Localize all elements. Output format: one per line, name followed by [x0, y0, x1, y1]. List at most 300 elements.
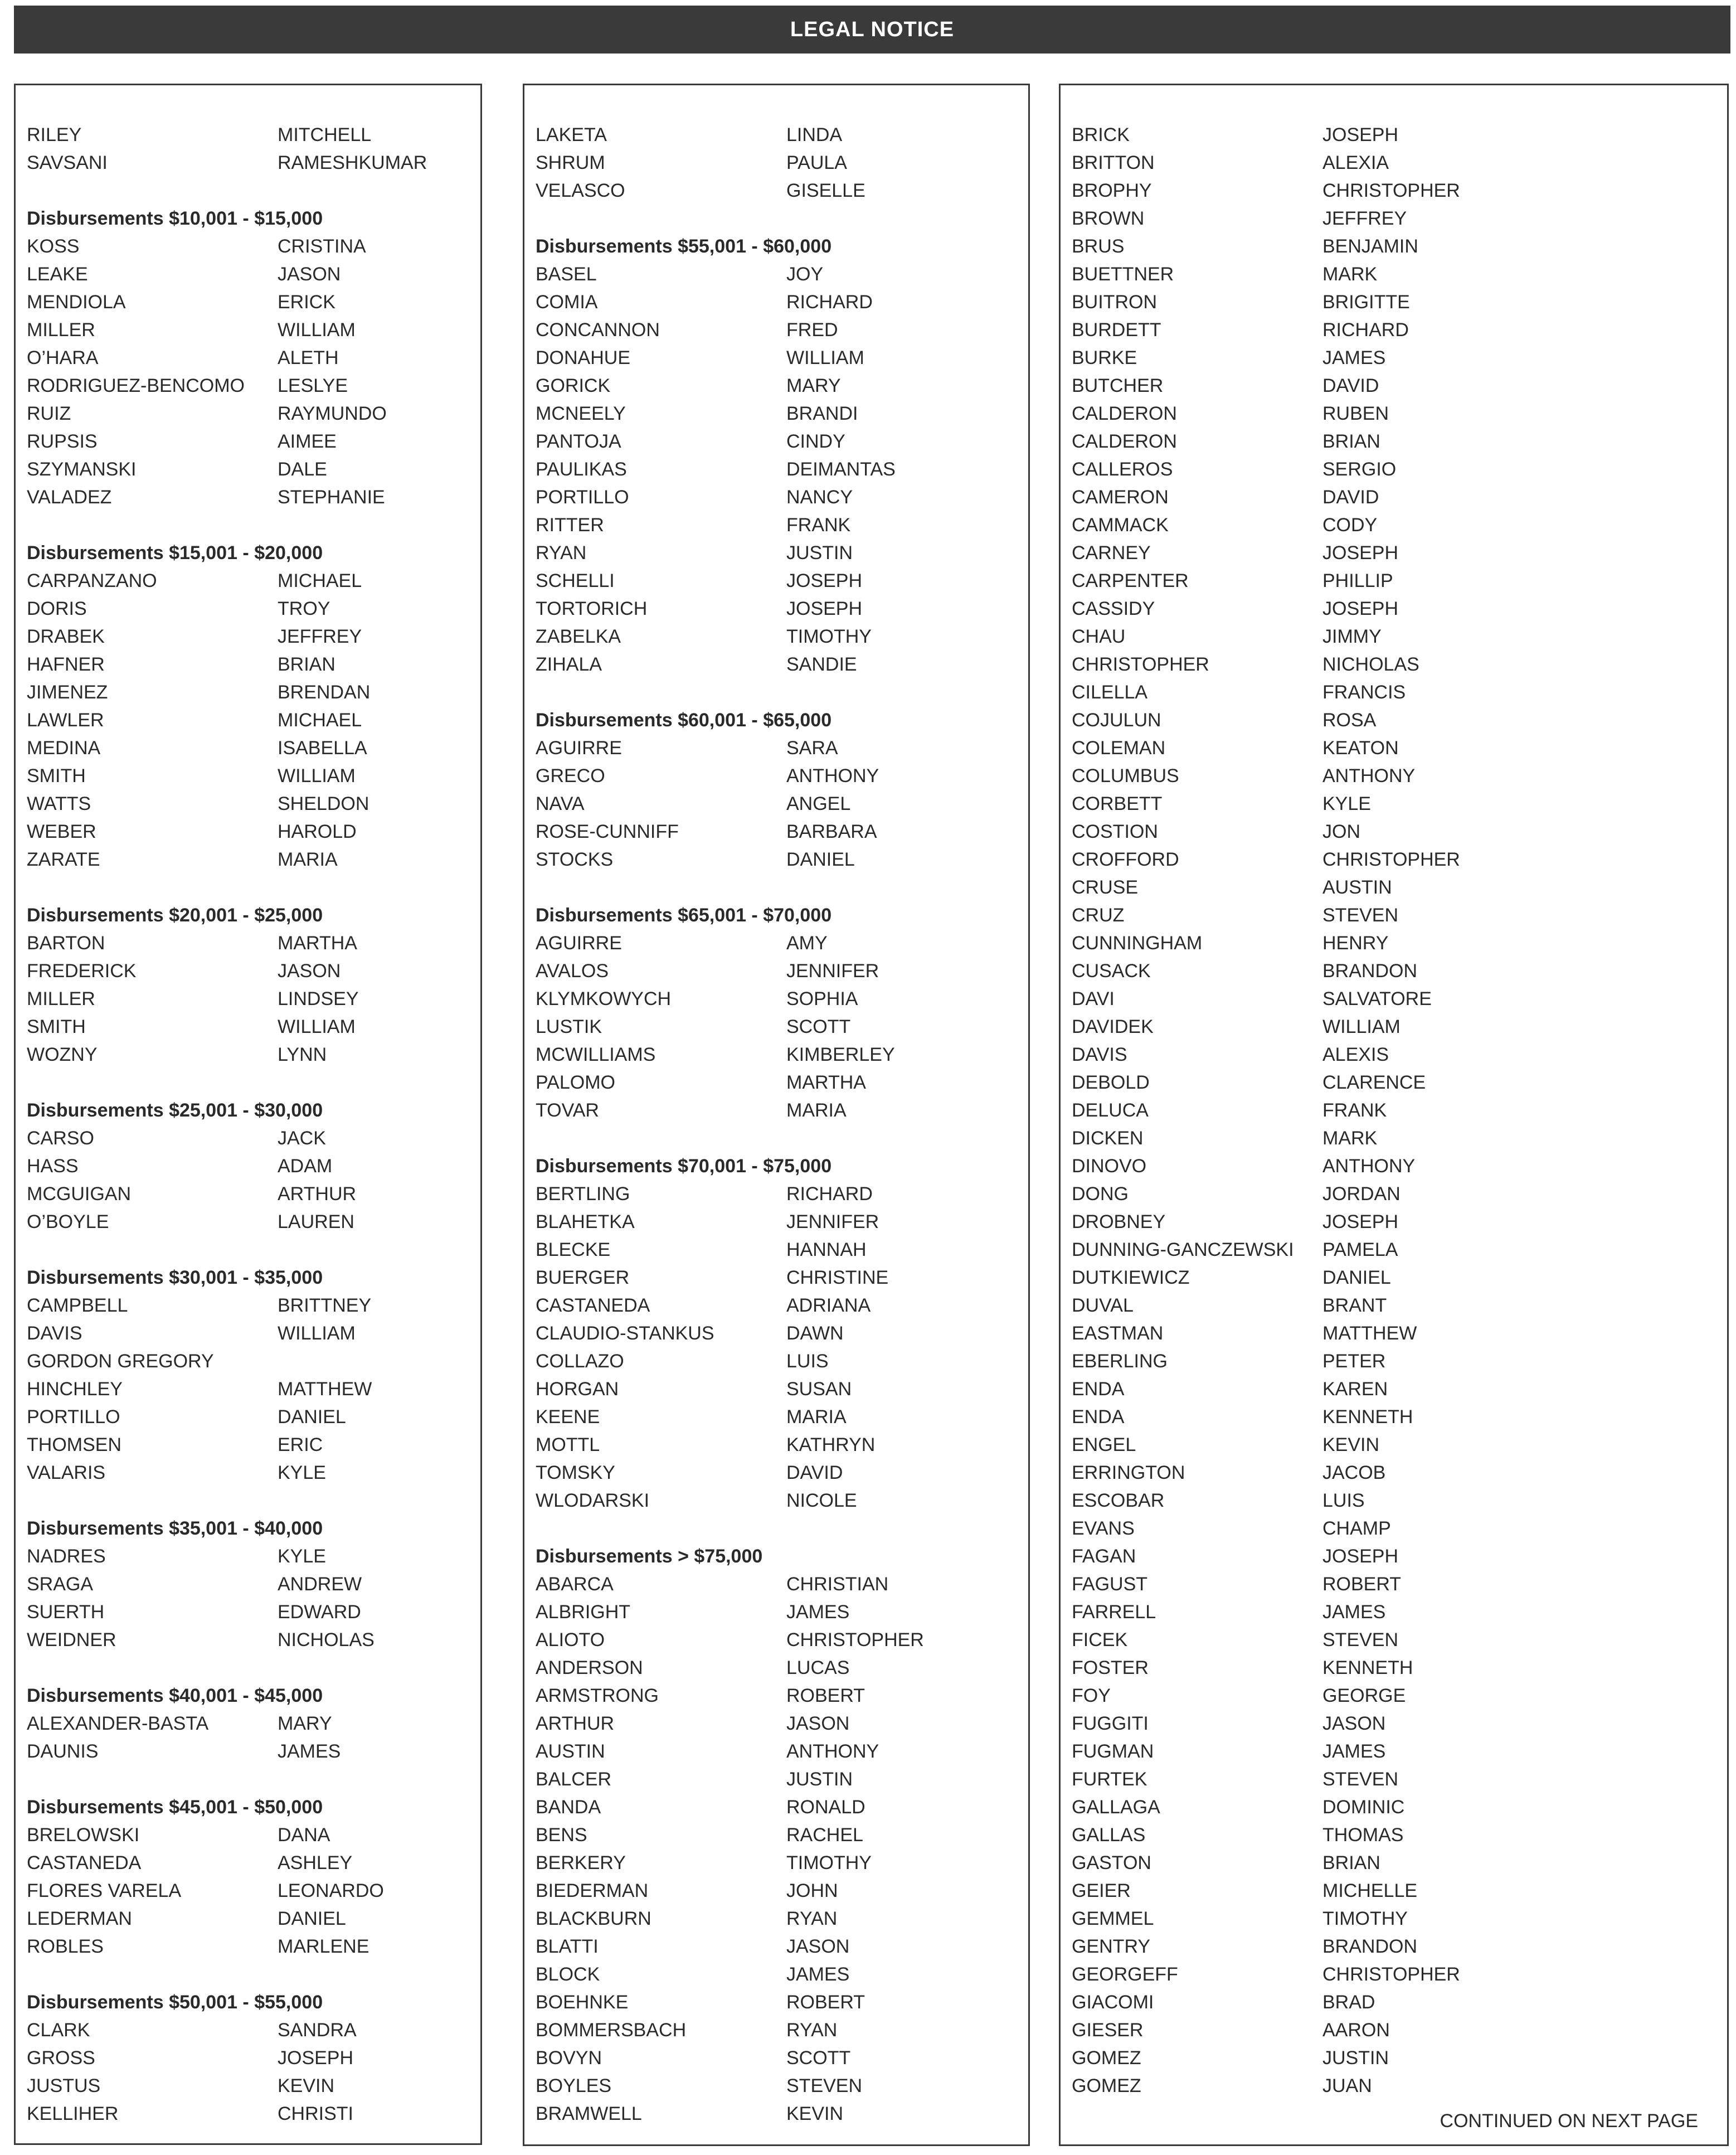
last-name: GEIER: [1072, 1880, 1131, 1901]
last-name: GALLAS: [1072, 1824, 1146, 1846]
last-name: FLORES VARELA: [27, 1880, 182, 1901]
last-name: JIMENEZ: [27, 682, 108, 703]
name-row: [27, 1208, 480, 1236]
first-name: CINDY: [786, 431, 845, 452]
last-name: BLAHETKA: [536, 1211, 635, 1232]
name-row: [1072, 1208, 1727, 1236]
first-name: JOHN: [786, 1880, 838, 1901]
first-name: BRANDON: [1322, 1936, 1418, 1957]
last-name: VALADEZ: [27, 487, 112, 508]
last-name: ALIOTO: [536, 1629, 605, 1651]
last-name: ROSE-CUNNIFF: [536, 821, 679, 842]
first-name: CRISTINA: [278, 236, 366, 257]
first-name: TIMOTHY: [1322, 1908, 1408, 1929]
last-name: RILEY: [27, 124, 82, 145]
first-name: BRANDON: [1322, 960, 1418, 982]
name-row: [1072, 1292, 1727, 1319]
name-row: [536, 288, 1028, 316]
last-name: BUTCHER: [1072, 375, 1164, 396]
last-name: DRABEK: [27, 626, 105, 647]
name-row: [536, 2016, 1028, 2044]
last-name: FOY: [1072, 1685, 1111, 1706]
first-name: BRIAN: [1322, 431, 1380, 452]
disbursement-range-heading: Disbursements $25,001 - $30,000: [27, 1100, 323, 1121]
first-name: BRANT: [1322, 1295, 1387, 1316]
name-row: [1072, 623, 1727, 651]
first-name: JOSEPH: [786, 570, 863, 591]
first-name: JASON: [278, 960, 341, 982]
last-name: GIACOMI: [1072, 1992, 1154, 2013]
last-name: BUITRON: [1072, 292, 1157, 313]
first-name: NICHOLAS: [1322, 654, 1419, 675]
name-row: [27, 2044, 480, 2072]
first-name: RYAN: [786, 1908, 838, 1929]
page-title: LEGAL NOTICE: [790, 17, 955, 41]
last-name: DUVAL: [1072, 1295, 1134, 1316]
name-row: [536, 1236, 1028, 1264]
name-row: [1072, 1877, 1727, 1905]
first-name: JUAN: [1322, 2075, 1372, 2096]
name-row: [536, 1375, 1028, 1403]
name-row: [27, 1737, 480, 1765]
last-name: GENTRY: [1072, 1936, 1151, 1957]
first-name: WILLIAM: [278, 1016, 356, 1037]
last-name: ZARATE: [27, 849, 100, 870]
first-name: JASON: [786, 1936, 850, 1957]
first-name: RUBEN: [1322, 403, 1389, 424]
last-name: CARSO: [27, 1128, 94, 1149]
last-name: BOYLES: [536, 2075, 612, 2096]
last-name: CORBETT: [1072, 793, 1163, 814]
first-name: SHELDON: [278, 793, 369, 814]
name-row: [1072, 400, 1727, 428]
first-name: MARLENE: [278, 1936, 369, 1957]
name-row: [536, 483, 1028, 511]
last-name: FOSTER: [1072, 1657, 1149, 1678]
name-row: [27, 929, 480, 957]
last-name: KLYMKOWYCH: [536, 988, 672, 1009]
name-row: [1072, 873, 1727, 901]
last-name: CILELLA: [1072, 682, 1148, 703]
name-row: [536, 1319, 1028, 1347]
last-name: CUSACK: [1072, 960, 1151, 982]
first-name: NICHOLAS: [278, 1629, 375, 1651]
first-name: FRANK: [1322, 1100, 1387, 1121]
name-row: [1072, 1375, 1727, 1403]
last-name: DORIS: [27, 598, 87, 619]
disbursement-range-heading: Disbursements $55,001 - $60,000: [536, 236, 832, 257]
first-name: KENNETH: [1322, 1657, 1413, 1678]
name-row: [536, 762, 1028, 790]
last-name: DICKEN: [1072, 1128, 1144, 1149]
last-name: BRICK: [1072, 124, 1130, 145]
name-row: [536, 1933, 1028, 1960]
first-name: HANNAH: [786, 1239, 867, 1260]
first-name: JENNIFER: [786, 1211, 879, 1232]
last-name: COJULUN: [1072, 710, 1161, 731]
name-row: [1072, 260, 1727, 288]
last-name: HASS: [27, 1156, 79, 1177]
first-name: MARK: [1322, 264, 1378, 285]
continued-note: CONTINUED ON NEXT PAGE: [1440, 2110, 1698, 2132]
name-row: [536, 428, 1028, 455]
first-name: BRIAN: [278, 654, 335, 675]
name-row: [1072, 706, 1727, 734]
name-row: [1072, 121, 1727, 149]
last-name: CAMMACK: [1072, 515, 1169, 536]
last-name: ARMSTRONG: [536, 1685, 659, 1706]
name-row: [27, 846, 480, 873]
first-name: AMY: [786, 933, 828, 954]
last-name: ABARCA: [536, 1574, 614, 1595]
name-row: [536, 121, 1028, 149]
name-row: [27, 734, 480, 762]
first-name: BENJAMIN: [1322, 236, 1418, 257]
name-row: [536, 1988, 1028, 2016]
name-row: [27, 149, 480, 177]
first-name: AIMEE: [278, 431, 337, 452]
name-row: [536, 567, 1028, 595]
name-row: [536, 1626, 1028, 1654]
first-name: KEVIN: [1322, 1434, 1380, 1455]
name-row: [27, 1570, 480, 1598]
name-row: [1072, 1598, 1727, 1626]
name-row: [1072, 1905, 1727, 1933]
name-row: [536, 2072, 1028, 2100]
first-name: TIMOTHY: [786, 1852, 872, 1874]
name-row: [27, 1013, 480, 1041]
name-row: [27, 1877, 480, 1905]
name-row: [536, 1765, 1028, 1793]
name-row: [1072, 1041, 1727, 1069]
first-name: JOSEPH: [1322, 1211, 1399, 1232]
name-row: [27, 288, 480, 316]
first-name: JAMES: [1322, 1601, 1386, 1623]
name-row: [1072, 651, 1727, 678]
last-name: ROBLES: [27, 1936, 104, 1957]
last-name: RYAN: [536, 542, 587, 564]
first-name: DANIEL: [1322, 1267, 1391, 1288]
name-row: [1072, 762, 1727, 790]
first-name: CLARENCE: [1322, 1072, 1426, 1093]
last-name: MOTTL: [536, 1434, 600, 1455]
first-name: CHRISTOPHER: [1322, 180, 1460, 201]
first-name: LUCAS: [786, 1657, 850, 1678]
last-name: EASTMAN: [1072, 1323, 1164, 1344]
first-name: JACK: [278, 1128, 326, 1149]
first-name: RAYMUNDO: [278, 403, 387, 424]
name-row: [536, 1821, 1028, 1849]
last-name: SMITH: [27, 1016, 86, 1037]
first-name: LUIS: [1322, 1490, 1365, 1511]
last-name: HAFNER: [27, 654, 105, 675]
first-name: KAREN: [1322, 1379, 1388, 1400]
last-name: BERTLING: [536, 1183, 630, 1205]
name-row: [1072, 1682, 1727, 1710]
name-row: [27, 1821, 480, 1849]
name-row: [1072, 1013, 1727, 1041]
first-name: CHRISTOPHER: [1322, 849, 1460, 870]
last-name: PAULIKAS: [536, 459, 627, 480]
first-name: FRANCIS: [1322, 682, 1406, 703]
name-row: [1072, 316, 1727, 344]
first-name: JAMES: [1322, 347, 1386, 368]
last-name: ZABELKA: [536, 626, 621, 647]
name-row: [536, 846, 1028, 873]
first-name: DEIMANTAS: [786, 459, 896, 480]
first-name: ERIC: [278, 1434, 323, 1455]
first-name: RICHARD: [786, 292, 873, 313]
last-name: GORICK: [536, 375, 611, 396]
first-name: JOSEPH: [278, 2047, 354, 2069]
name-row: [1072, 1988, 1727, 2016]
last-name: DAVIS: [1072, 1044, 1127, 1065]
first-name: KATHRYN: [786, 1434, 876, 1455]
last-name: COLLAZO: [536, 1351, 624, 1372]
first-name: RONALD: [786, 1797, 865, 1818]
first-name: JIMMY: [1322, 626, 1382, 647]
last-name: BANDA: [536, 1797, 601, 1818]
first-name: BRANDI: [786, 403, 858, 424]
first-name: CHAMP: [1322, 1518, 1391, 1539]
name-row: [1072, 1542, 1727, 1570]
name-row: [27, 790, 480, 818]
last-name: FREDERICK: [27, 960, 137, 982]
last-name: CONCANNON: [536, 319, 660, 341]
last-name: GRECO: [536, 765, 605, 787]
last-name: JUSTUS: [27, 2075, 101, 2096]
section-spacer: [27, 1069, 480, 1096]
name-row: [1072, 483, 1727, 511]
first-name: STEVEN: [1322, 905, 1399, 926]
first-name: RACHEL: [786, 1824, 863, 1846]
first-name: JUSTIN: [786, 1769, 853, 1790]
first-name: DALE: [278, 459, 327, 480]
name-row: [536, 149, 1028, 177]
first-name: SALVATORE: [1322, 988, 1432, 1009]
first-name: MATTHEW: [278, 1379, 372, 1400]
last-name: SRAGA: [27, 1574, 94, 1595]
last-name: AVALOS: [536, 960, 609, 982]
last-name: ENDA: [1072, 1406, 1125, 1428]
last-name: CARPENTER: [1072, 570, 1189, 591]
name-row: [27, 651, 480, 678]
last-name: GEORGEFF: [1072, 1964, 1178, 1985]
name-row: [1072, 344, 1727, 372]
last-name: MCNEELY: [536, 403, 626, 424]
last-name: MILLER: [27, 319, 95, 341]
name-row: [27, 623, 480, 651]
first-name: LUIS: [786, 1351, 829, 1372]
first-name: ROBERT: [1322, 1574, 1402, 1595]
first-name: JENNIFER: [786, 960, 879, 982]
first-name: WILLIAM: [786, 347, 864, 368]
last-name: BENS: [536, 1824, 587, 1846]
name-row: [1072, 1654, 1727, 1682]
last-name: BLECKE: [536, 1239, 611, 1260]
name-row: [1072, 1152, 1727, 1180]
name-row: [1072, 595, 1727, 623]
first-name: RYAN: [786, 2020, 838, 2041]
last-name: BOVYN: [536, 2047, 602, 2069]
first-name: JORDAN: [1322, 1183, 1401, 1205]
last-name: CALDERON: [1072, 431, 1177, 452]
section-spacer: [27, 511, 480, 539]
name-row: [536, 1793, 1028, 1821]
name-row: [536, 2100, 1028, 2128]
name-row: [1072, 205, 1727, 232]
first-name: ALEXIA: [1322, 152, 1389, 173]
first-name: JOSEPH: [1322, 1546, 1399, 1567]
last-name: CLARK: [27, 2020, 90, 2041]
last-name: WEIDNER: [27, 1629, 116, 1651]
last-name: GOMEZ: [1072, 2075, 1141, 2096]
last-name: EVANS: [1072, 1518, 1135, 1539]
last-name: DONAHUE: [536, 347, 631, 368]
last-name: ESCOBAR: [1072, 1490, 1165, 1511]
last-name: BALCER: [536, 1769, 612, 1790]
last-name: WOZNY: [27, 1044, 98, 1065]
last-name: MCGUIGAN: [27, 1183, 131, 1205]
last-name: GROSS: [27, 2047, 95, 2069]
name-row: [536, 1347, 1028, 1375]
last-name: CASSIDY: [1072, 598, 1155, 619]
first-name: KEATON: [1322, 737, 1399, 759]
name-row: [536, 929, 1028, 957]
last-name: ALEXANDER-BASTA: [27, 1713, 209, 1734]
first-name: AARON: [1322, 2020, 1390, 2041]
name-row: [27, 1347, 480, 1375]
last-name: LUSTIK: [536, 1016, 602, 1037]
last-name: SUERTH: [27, 1601, 105, 1623]
first-name: ADAM: [278, 1156, 333, 1177]
first-name: BARBARA: [786, 821, 877, 842]
last-name: AGUIRRE: [536, 933, 622, 954]
first-name: DANIEL: [786, 849, 855, 870]
last-name: COMIA: [536, 292, 598, 313]
last-name: NADRES: [27, 1546, 106, 1567]
first-name: GEORGE: [1322, 1685, 1406, 1706]
section-spacer: [27, 873, 480, 901]
name-row: [536, 595, 1028, 623]
name-row: [1072, 1459, 1727, 1487]
section-spacer: [27, 1960, 480, 1988]
last-name: BLACKBURN: [536, 1908, 651, 1929]
section-spacer: [536, 873, 1028, 901]
first-name: JACOB: [1322, 1462, 1386, 1483]
last-name: DAVI: [1072, 988, 1115, 1009]
first-name: DANIEL: [278, 1406, 346, 1428]
first-name: CHRISTOPHER: [786, 1629, 924, 1651]
first-name: SOPHIA: [786, 988, 858, 1009]
last-name: CALDERON: [1072, 403, 1177, 424]
last-name: CALLEROS: [1072, 459, 1173, 480]
last-name: LEDERMAN: [27, 1908, 132, 1929]
first-name: SANDRA: [278, 2020, 357, 2041]
first-name: JAMES: [786, 1601, 850, 1623]
section-spacer: [536, 205, 1028, 232]
first-name: KENNETH: [1322, 1406, 1413, 1428]
last-name: BURDETT: [1072, 319, 1161, 341]
last-name: THOMSEN: [27, 1434, 121, 1455]
last-name: SZYMANSKI: [27, 459, 137, 480]
name-row: [1072, 177, 1727, 205]
name-row: [27, 1041, 480, 1069]
last-name: MENDIOLA: [27, 292, 126, 313]
name-row: [536, 1264, 1028, 1292]
name-row: [1072, 818, 1727, 846]
name-row: [1072, 1570, 1727, 1598]
first-name: MARTHA: [278, 933, 357, 954]
first-name: DAWN: [786, 1323, 844, 1344]
name-row: [536, 539, 1028, 567]
last-name: CAMPBELL: [27, 1295, 128, 1316]
first-name: TROY: [278, 598, 330, 619]
last-name: RODRIGUEZ-BENCOMO: [27, 375, 245, 396]
first-name: ANGEL: [786, 793, 851, 814]
disbursement-range-heading: Disbursements $45,001 - $50,000: [27, 1797, 323, 1818]
first-name: JASON: [278, 264, 341, 285]
section-spacer: [536, 1515, 1028, 1542]
last-name: WATTS: [27, 793, 91, 814]
name-row: [27, 1152, 480, 1180]
last-name: SAVSANI: [27, 152, 108, 173]
first-name: LAUREN: [278, 1211, 354, 1232]
name-row: [27, 372, 480, 400]
first-name: MARIA: [278, 849, 338, 870]
last-name: BUERGER: [536, 1267, 630, 1288]
last-name: SCHELLI: [536, 570, 615, 591]
first-name: THOMAS: [1322, 1824, 1404, 1846]
last-name: CHAU: [1072, 626, 1126, 647]
disbursement-range-heading: Disbursements $10,001 - $15,000: [27, 208, 323, 229]
name-row: [27, 1626, 480, 1654]
last-name: MILLER: [27, 988, 95, 1009]
last-name: PORTILLO: [27, 1406, 120, 1428]
first-name: MARY: [786, 375, 841, 396]
name-row: [1072, 1821, 1727, 1849]
last-name: ENGEL: [1072, 1434, 1136, 1455]
last-name: DAUNIS: [27, 1741, 99, 1762]
name-row: [536, 1905, 1028, 1933]
name-row: [536, 344, 1028, 372]
last-name: VALARIS: [27, 1462, 106, 1483]
last-name: GORDON GREGORY: [27, 1351, 214, 1372]
notice-column-2: [523, 84, 1030, 2146]
name-row: [27, 316, 480, 344]
first-name: ERICK: [278, 292, 335, 313]
name-row: [27, 1403, 480, 1431]
last-name: KEENE: [536, 1406, 600, 1428]
first-name: JOSEPH: [1322, 542, 1399, 564]
first-name: SERGIO: [1322, 459, 1397, 480]
last-name: FUGGITI: [1072, 1713, 1149, 1734]
name-row: [27, 232, 480, 260]
name-row: [1072, 1236, 1727, 1264]
last-name: GASTON: [1072, 1852, 1151, 1874]
last-name: BASEL: [536, 264, 597, 285]
last-name: STOCKS: [536, 849, 614, 870]
name-row: [27, 483, 480, 511]
name-row: [27, 1375, 480, 1403]
first-name: STEVEN: [1322, 1629, 1399, 1651]
name-row: [536, 1096, 1028, 1124]
name-row: [27, 567, 480, 595]
last-name: BURKE: [1072, 347, 1137, 368]
last-name: BROPHY: [1072, 180, 1152, 201]
first-name: KYLE: [278, 1546, 326, 1567]
name-row: [536, 1654, 1028, 1682]
